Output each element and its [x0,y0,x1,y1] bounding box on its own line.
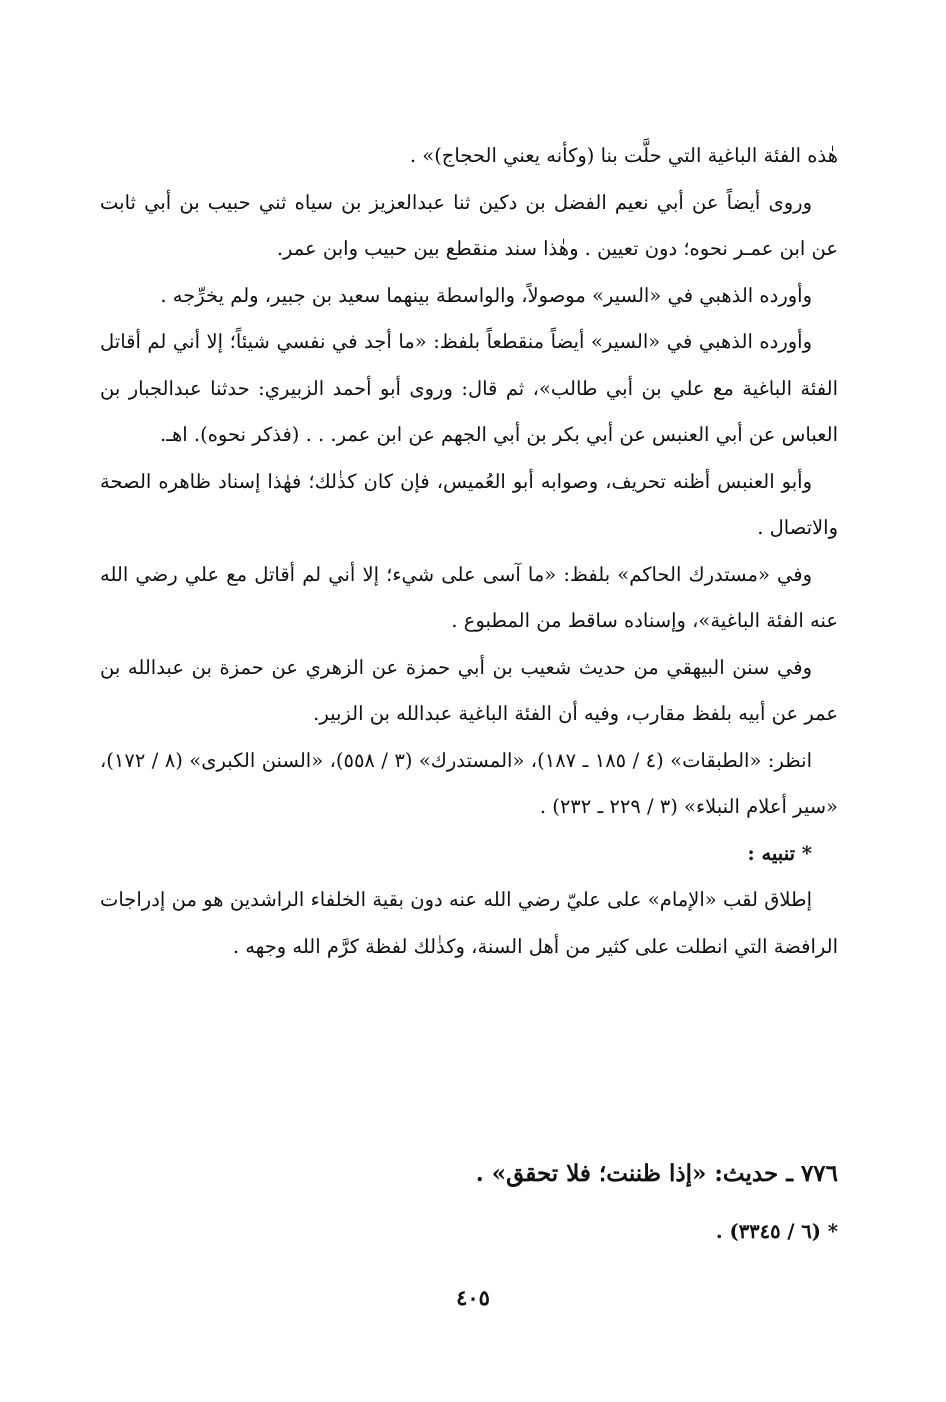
body-text [100,133,838,970]
hadith-reference: * (٦ / ٣٣٤٥) . [715,1220,838,1243]
paragraph-1: هٰذه الفئة الباغية التي حلَّت بنا (وكأنه يعني الحجاج)» . [409,144,838,167]
paragraph-7: وفي سنن البيهقي من حديث شعيب بن أبي حمزة عن الزهري عن حمزة بن عبدالله بن عمر عن أبيه بلفظ مقارب، وفيه أن الفئة الباغية عبدالله بن الزبير. [100,655,838,725]
paragraph-2: وروى أيضاً عن أبي نعيم الفضل بن دكين ثنا عبدالعزيز بن سياه ثني حبيب بن أبي ثابت عن ابن عمـر نحوه؛ دون تعيين . وهٰذا سند منقطع بين حبيب وابن عمر. [100,190,838,260]
note-heading: * تنبيه : [747,841,812,865]
paragraph-3: وأورده الذهبي في «السير» موصولاً، والواسطة بينهما سعيد بن جبير، ولم يخرِّجه . [160,283,812,307]
paragraph-4: وأورده الذهبي في «السير» أيضاً منقطعاً بلفظ: «ما أجد في نفسي شيئاً؛ إلا أني لم أقاتل الفئة الباغية مع علي بن أبي طالب»، ثم قال: وروى أبو أحمد الزبيري: حدثنا عبدالجبار بن العباس عن أبي العنبس عن أبي بكر بن أبي الجهم عن ابن عمر. . . (فذكر نحوه). اهـ. [100,330,838,446]
paragraph-9: إطلاق لقب «الإمام» على عليّ رضي الله عنه دون بقية الخلفاء الراشدين هو من إدراجات الرافضة التي انطلت على كثير من أهل السنة، وكذٰلك لفظة كرَّم الله وجهه . [100,888,838,958]
paragraph-6: وفي «مستدرك الحاكم» بلفظ: «ما آسى على شيء؛ إلا أني لم أقاتل مع علي رضي الله عنه الفئة الباغية»، وإسناده ساقط من المطبوع . [100,562,838,632]
paragraph-5: وأبو العنبس أظنه تحريف، وصوابه أبو العُميس، فإن كان كذٰلك؛ فهٰذا إسناد ظاهره الصحة والاتصال . [100,469,838,539]
paragraph-8: انظر: «الطبقات» (٤ / ١٨٥ ـ ١٨٧)، «المستدرك» (٣ / ٥٥٨)، «السنن الكبرى» (٨ / ١٧٢)، «سير أعلام النبلاء» (٣ / ٢٢٩ ـ ٢٣٢) . [100,748,838,818]
page-number: ٤٠٥ [456,1285,490,1310]
hadith-heading: ٧٧٦ ـ حديث: «إذا ظننت؛ فلا تحقق» . [475,1160,838,1187]
